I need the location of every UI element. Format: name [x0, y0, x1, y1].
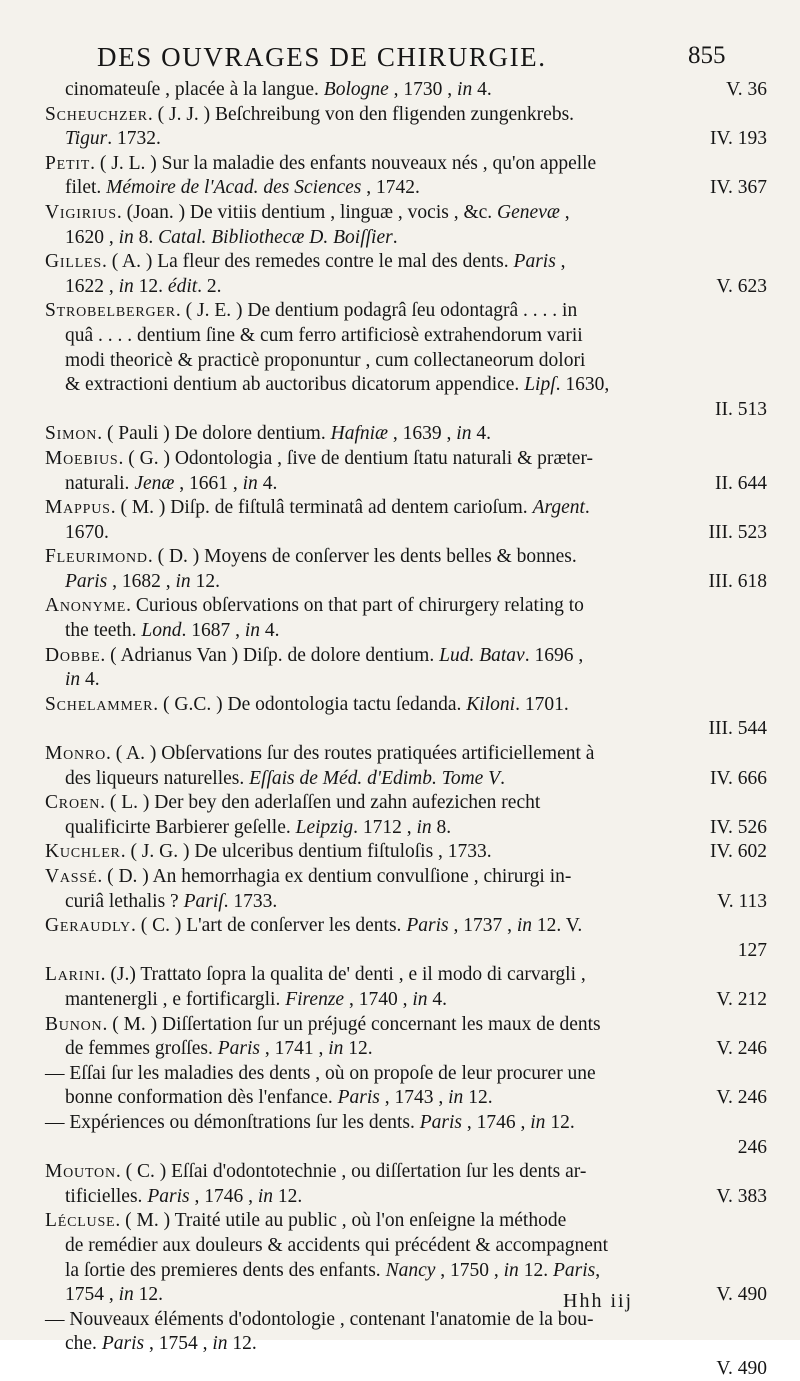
text-run: . 1701. — [515, 693, 569, 715]
entry-line — [45, 865, 767, 890]
entry-line — [45, 1308, 767, 1333]
line-text — [65, 571, 220, 592]
italic-text: Firenze — [285, 988, 345, 1010]
italic-text: édit — [167, 275, 198, 297]
italic-text: Paris — [337, 1087, 380, 1109]
text-run: . 2. — [197, 275, 222, 297]
line-text — [65, 989, 447, 1010]
italic-text: Mémoire de l'Acad. des Sciences — [106, 177, 362, 199]
italic-text: in — [257, 1185, 273, 1207]
italic-text: Paris — [406, 915, 449, 937]
running-header — [0, 42, 800, 82]
text-run: . — [500, 767, 505, 789]
text-run: , — [559, 201, 570, 223]
entry-line — [45, 791, 767, 816]
entry-line — [45, 496, 767, 521]
volume-reference: 127 — [737, 939, 767, 961]
entry-line — [45, 594, 767, 619]
text-run: . — [392, 226, 398, 248]
text-run: qualificirte Barbierer geſelle. — [65, 816, 296, 838]
entry-line — [45, 890, 767, 915]
entry-line — [45, 127, 767, 152]
line-text — [45, 792, 540, 813]
text-run: — Eſſai ſur les maladies des dents , où on propoſe de leur procurer une — [45, 1062, 596, 1084]
text-run: tificielles. — [65, 1185, 148, 1207]
line-text — [65, 350, 585, 371]
text-run: de remédier aux douleurs & accidents qui précédent & accompagnent — [65, 1234, 609, 1256]
text-run: quâ . . . . dentium ſine & cum ferro artificiosè extrahendorum varii — [65, 324, 583, 346]
entry-line — [45, 324, 767, 349]
text-run: . ( D. ) Moyens de conſerver les dents belles & bonnes. — [147, 546, 577, 568]
entry-line — [45, 275, 767, 300]
line-text — [65, 522, 109, 543]
italic-text: in — [530, 1111, 546, 1133]
author-name: Simon — [45, 423, 98, 445]
volume-reference: IV. 666 — [709, 767, 767, 789]
entry-line — [45, 668, 767, 693]
text-run: . ( Adrianus Van ) Diſp. de dolore dentium. — [100, 644, 440, 666]
line-text — [45, 1063, 596, 1084]
entry-line — [45, 963, 767, 988]
text-run: cinomateuſe , placée à la langue. — [65, 79, 324, 100]
line-text — [45, 694, 569, 715]
entry-line — [45, 619, 767, 644]
entry-line — [45, 1086, 767, 1111]
text-run: . ( C. ) Eſſai d'odontotechnie , ou diſſertation ſur les dents ar- — [115, 1161, 587, 1183]
line-text — [45, 1210, 566, 1231]
italic-text: in — [118, 226, 134, 248]
text-run: . Curious obſervations on that part of chirurgery relating to — [126, 595, 584, 617]
line-text — [65, 374, 609, 395]
entry-line — [45, 521, 767, 546]
volume-reference: II. 513 — [715, 398, 767, 420]
volume-reference: V. 113 — [717, 890, 767, 912]
author-name: Geraudly — [45, 915, 131, 937]
entry-line — [45, 767, 767, 792]
text-run: the teeth. — [65, 620, 142, 642]
entry-line — [45, 201, 767, 226]
volume-reference: III. 544 — [708, 718, 767, 740]
volume-reference: V. 246 — [716, 1038, 767, 1060]
text-run: . ( G.C. ) De odontologia tactu ſedanda. — [153, 693, 467, 715]
text-run: , 1682 , — [107, 570, 176, 592]
italic-text: Nancy — [385, 1259, 436, 1281]
volume-reference: V. 623 — [716, 275, 767, 297]
text-run: 4. — [257, 472, 278, 494]
text-run: 1620 , — [65, 226, 119, 248]
text-run: 12. V. — [532, 915, 583, 937]
line-text — [65, 669, 100, 690]
page-number: 855 — [688, 42, 726, 69]
author-name: Lécluse — [45, 1210, 116, 1232]
line-text — [45, 202, 570, 223]
entry-line — [45, 939, 767, 964]
entry-line — [45, 176, 767, 201]
text-run: 1754 , — [65, 1284, 119, 1306]
line-text — [65, 1333, 257, 1354]
text-run: , 1737 , — [448, 915, 517, 937]
text-run: mantenergli , e fortificargli. — [65, 988, 286, 1010]
line-text — [45, 1161, 586, 1182]
italic-text: Paris — [419, 1111, 463, 1133]
volume-reference: III. 618 — [708, 570, 767, 592]
italic-text: Eſſais de Méd. d'Edimb. Tome V — [249, 767, 501, 789]
italic-text: Paris — [217, 1038, 260, 1060]
signature-mark: Hhh iij — [563, 1290, 634, 1312]
text-run: . ( A. ) La fleur des remedes contre le mal des dents. — [102, 251, 514, 273]
line-text — [65, 1260, 600, 1281]
line-text — [45, 1112, 575, 1133]
line-text — [65, 79, 492, 100]
volume-reference: V. 490 — [716, 1357, 767, 1379]
line-text — [45, 153, 596, 174]
line-text — [45, 497, 590, 518]
text-run: . (Joan. ) De vitiis dentium , linguæ , vocis , &c. — [116, 201, 498, 223]
text-run: . 1733. — [223, 890, 278, 912]
italic-text: in — [516, 915, 532, 937]
entry-line — [45, 398, 767, 423]
text-run: de femmes groſſes. — [65, 1038, 218, 1060]
line-text — [45, 104, 574, 125]
volume-reference: IV. 367 — [709, 177, 767, 199]
text-run: , 1741 , — [259, 1038, 329, 1060]
line-text — [65, 1186, 302, 1207]
line-text — [65, 817, 451, 838]
author-name: Mouton — [45, 1161, 116, 1183]
text-run: . ( J. J. ) Beſchreibung von den fligenden zungenkrebs. — [147, 103, 575, 125]
entry-line — [45, 717, 767, 742]
text-run: . ( J. G. ) De ulceribus dentium fiſtuloſis , 1733. — [120, 841, 492, 863]
text-run: , — [555, 251, 566, 273]
author-name: Vigirius — [45, 201, 117, 223]
line-text — [45, 300, 577, 321]
entry-line — [45, 226, 767, 251]
entry-line — [45, 299, 767, 324]
volume-reference: II. 644 — [715, 472, 767, 494]
line-text — [65, 325, 583, 346]
text-run: 4. — [472, 79, 492, 100]
line-text — [65, 1284, 163, 1305]
entry-line — [45, 422, 767, 447]
entry-line — [45, 472, 767, 497]
entry-line — [45, 914, 767, 939]
italic-text: in — [503, 1259, 519, 1281]
text-run: . 1630, — [555, 374, 610, 396]
text-run: . ( J. E. ) De dentium podagrâ ſeu odontagrâ . . . . in — [175, 300, 578, 322]
italic-text: Paris — [65, 570, 108, 592]
text-run: 12. — [227, 1333, 257, 1355]
text-run: 4. — [427, 988, 447, 1010]
entry-line — [45, 78, 767, 103]
author-name: Larini — [45, 964, 101, 986]
text-run: . 1712 , — [353, 816, 417, 838]
text-run: bonne conformation dès l'enfance. — [65, 1087, 338, 1109]
entry-line — [45, 1111, 767, 1136]
text-run: des liqueurs naturelles. — [65, 767, 250, 789]
italic-text: Lipſ — [524, 374, 556, 396]
text-run: curiâ lethalis ? — [65, 890, 184, 912]
line-text — [45, 964, 586, 985]
line-text — [45, 423, 491, 444]
line-text — [45, 1014, 601, 1035]
line-text — [65, 891, 277, 912]
author-name: Monro — [45, 743, 107, 765]
text-run: 8. — [431, 816, 452, 838]
entry-line — [45, 1332, 767, 1357]
text-run: & extractioni dentium ab auctoribus dicatorum appendice. — [65, 374, 525, 396]
text-run: 12. — [545, 1111, 575, 1133]
text-run: . ( M. ) Diſp. de fiſtulâ terminatâ ad dentem carioſum. — [110, 497, 533, 519]
line-text — [45, 595, 584, 616]
text-run: , 1750 , — [435, 1259, 504, 1281]
author-name: Kuchler — [45, 841, 121, 863]
line-text — [65, 473, 277, 494]
line-text — [65, 1087, 493, 1108]
volume-reference: IV. 526 — [709, 816, 767, 838]
text-run: — Nouveaux éléments d'odontologie , contenant l'anatomie de la bou- — [45, 1308, 594, 1330]
text-run: . 1687 , — [181, 620, 245, 642]
italic-text: in — [457, 79, 473, 100]
text-run: 12. — [133, 275, 168, 297]
text-run: 12. — [463, 1087, 493, 1109]
line-text — [45, 866, 571, 887]
text-run: , 1730 , — [388, 79, 458, 100]
author-name: Dobbe — [45, 644, 101, 666]
text-run: la ſortie des premieres dents des enfants. — [65, 1259, 386, 1281]
italic-text: Catal. Bibliothecæ D. Boiſſier — [158, 226, 393, 248]
volume-reference: IV. 193 — [709, 128, 767, 150]
italic-text: Bologne — [323, 79, 389, 100]
line-text — [45, 251, 566, 272]
italic-text: Genevæ — [497, 201, 560, 223]
italic-text: Paris — [513, 251, 556, 273]
text-run: — Expériences ou démonſtrations ſur les dents. — [45, 1111, 420, 1133]
volume-reference: V. 36 — [726, 79, 767, 100]
line-text — [45, 743, 594, 764]
entry-line — [45, 988, 767, 1013]
italic-text: in — [416, 816, 432, 838]
text-run: 8. — [133, 226, 159, 248]
text-run: 1622 , — [65, 275, 119, 297]
volume-reference: V. 383 — [716, 1185, 767, 1207]
italic-text: Argent — [532, 497, 585, 519]
volume-reference: V. 212 — [716, 988, 767, 1010]
entry-line — [45, 1136, 767, 1161]
entry-line — [45, 373, 767, 398]
entry-line — [45, 1283, 767, 1308]
text-run: 12. — [518, 1259, 553, 1281]
italic-text: Lond — [141, 620, 182, 642]
text-run: . ( G. ) Odontologia , ſive de dentium ſtatu naturali & præter- — [118, 447, 594, 469]
text-run: , 1740 , — [344, 988, 413, 1010]
volume-reference: 246 — [737, 1136, 767, 1158]
entry-line — [45, 816, 767, 841]
text-run: , 1746 , — [189, 1185, 258, 1207]
line-text — [65, 768, 505, 789]
entry-line — [45, 1357, 767, 1381]
author-name: Anonyme — [45, 595, 127, 617]
text-run: . 1732. — [107, 128, 161, 150]
line-text — [45, 915, 582, 936]
italic-text: in — [65, 669, 81, 691]
entry-line — [45, 545, 767, 570]
entry-line — [45, 1209, 767, 1234]
volume-reference: IV. 602 — [709, 841, 767, 863]
italic-text: in — [118, 275, 134, 297]
text-run: . ( D. ) An hemorrhagia ex dentium convulſione , chirurgi in- — [97, 866, 572, 887]
entry-line — [45, 103, 767, 128]
text-run: che. — [65, 1333, 102, 1355]
entry-line — [45, 1037, 767, 1062]
text-run: . ( L. ) Der bey den aderlaſſen und zahn aufezichen recht — [100, 792, 541, 814]
text-run: 12. — [133, 1284, 164, 1306]
line-text — [45, 645, 583, 666]
entry-line — [45, 742, 767, 767]
italic-text: in — [175, 570, 191, 592]
line-text — [65, 1038, 373, 1059]
author-name: Mappus — [45, 497, 111, 519]
bibliography-list — [45, 78, 767, 1381]
italic-text: Leipzig — [295, 816, 354, 838]
text-run: . (J.) Trattato ſopra la qualita de' denti , e il modo di carvargli , — [100, 964, 586, 986]
text-run: . ( M. ) Diſſertation ſur un préjugé concernant les maux de dents — [102, 1013, 601, 1035]
italic-text: in — [212, 1333, 228, 1355]
italic-text: Pariſ — [183, 890, 224, 912]
italic-text: Jenæ — [134, 472, 175, 494]
italic-text: Hafniæ — [330, 423, 389, 445]
text-run: . ( Pauli ) De dolore dentium. — [97, 423, 331, 445]
entry-line — [45, 1259, 767, 1284]
line-text — [65, 128, 161, 149]
text-run: 4. — [471, 423, 491, 445]
italic-text: Lud. Batav — [439, 644, 525, 666]
volume-reference: III. 523 — [708, 521, 767, 543]
author-name: Gilles — [45, 251, 102, 273]
text-run: , — [595, 1259, 601, 1281]
italic-text: in — [456, 423, 472, 445]
text-run: . — [584, 497, 590, 519]
text-run: . ( A. ) Obſervations ſur des routes pratiquées artificiellement à — [106, 743, 595, 765]
entry-line — [45, 1062, 767, 1087]
line-text — [65, 177, 420, 198]
text-run: . 1696 , — [524, 644, 584, 666]
line-text — [45, 546, 577, 567]
author-name: Strobelberger — [45, 300, 176, 322]
entry-line — [45, 152, 767, 177]
italic-text: in — [412, 988, 428, 1010]
text-run: . ( M. ) Traité utile au public , où l'on enſeigne la méthode — [115, 1210, 567, 1232]
text-run: , 1746 , — [462, 1111, 531, 1133]
italic-text: in — [118, 1284, 134, 1306]
line-text — [65, 1235, 608, 1256]
text-run: 12. — [343, 1038, 373, 1060]
author-name: Petit — [45, 152, 91, 174]
author-name: Moebius — [45, 447, 119, 469]
entry-line — [45, 570, 767, 595]
entry-line — [45, 349, 767, 374]
italic-text: in — [328, 1038, 344, 1060]
entry-line — [45, 1160, 767, 1185]
italic-text: Paris — [552, 1259, 596, 1281]
italic-text: in — [242, 472, 258, 494]
text-run: , 1743 , — [379, 1087, 449, 1109]
text-run: 12. — [190, 570, 220, 592]
text-run: . ( J. L. ) Sur la maladie des enfants nouveaux nés , qu'on appelle — [90, 152, 597, 174]
entry-line — [45, 447, 767, 472]
volume-reference: V. 246 — [716, 1087, 767, 1109]
italic-text: in — [448, 1087, 464, 1109]
text-run: , 1742. — [361, 177, 420, 199]
author-name: Bunon — [45, 1013, 103, 1035]
line-text — [45, 841, 492, 862]
text-run: . ( C. ) L'art de conſerver les dents. — [130, 915, 407, 937]
line-text — [65, 276, 222, 297]
line-text — [65, 620, 280, 641]
text-run: 1670. — [65, 521, 109, 543]
text-run: 4. — [80, 669, 100, 691]
author-name: Schelammer — [45, 693, 154, 715]
running-title: DES OUVRAGES DE CHIRURGIE. — [97, 42, 547, 72]
text-run: 12. — [273, 1185, 303, 1207]
author-name: Croen — [45, 792, 101, 814]
entry-line — [45, 840, 767, 865]
author-name: Fleurimond — [45, 546, 148, 568]
entry-line — [45, 1234, 767, 1259]
entry-line — [45, 693, 767, 718]
entry-line — [45, 1013, 767, 1038]
italic-text: Kiloni — [466, 693, 516, 715]
italic-text: Paris — [101, 1333, 145, 1355]
entry-line — [45, 1185, 767, 1210]
text-run: , 1661 , — [174, 472, 243, 494]
text-run: , 1639 , — [388, 423, 457, 445]
italic-text: Paris — [147, 1185, 190, 1207]
entry-line — [45, 644, 767, 669]
line-text — [65, 227, 398, 248]
text-run: naturali. — [65, 472, 135, 494]
author-name: Vassé — [45, 866, 98, 887]
line-text — [45, 448, 593, 469]
line-text — [45, 1309, 594, 1330]
entry-line — [45, 250, 767, 275]
text-run: 4. — [260, 620, 280, 642]
text-run: , 1754 , — [144, 1333, 213, 1355]
italic-text: in — [244, 620, 260, 642]
italic-text: Tigur — [65, 128, 108, 150]
text-run: modi theoricè & practicè proponuntur , cum collectaneorum dolori — [65, 349, 586, 371]
author-name: Scheuchzer — [45, 103, 148, 125]
text-run: filet. — [65, 177, 107, 199]
volume-reference: V. 490 — [716, 1284, 767, 1306]
